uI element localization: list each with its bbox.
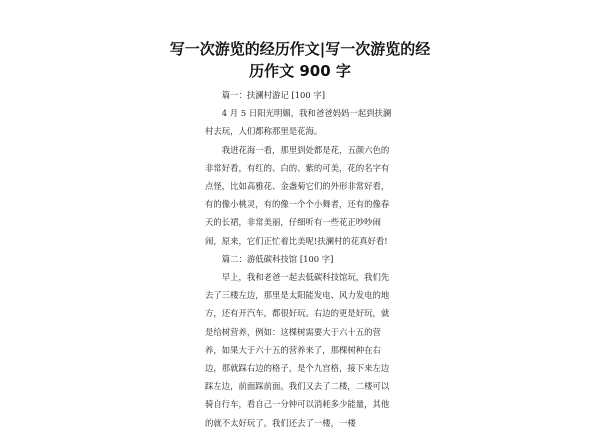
section-heading-2: 篇二：游低碳科技馆 [100 字] [221, 253, 334, 264]
paragraph-1: 4 月 5 日阳光明媚，我和爸爸妈妈一起到扶澜村去玩，人们都称那里是花海。 [205, 108, 392, 137]
section-heading-1: 篇一：扶澜村游记 [100 字] [221, 90, 326, 100]
title-line-2: 历作文 900 字 [249, 62, 351, 80]
paragraph-2: 我进花海一看，那里到处都是花，五颜六色的非常好看，有红的、白的、紫的可美，花的名字有点怪，比如高雅花、金盏菊它们的外形非常好看，有的像小桃灵，有的像一个个小舞者，还有的像春天的长裙，非常美丽，仔细听有一些花正吵吵闹闹，原来，它们正忙着比美呢!扶澜村的花真好看! [205, 144, 390, 246]
title-line-1: 写一次游览的经历作文|写一次游览的经 [169, 40, 431, 58]
document-title [0, 38, 600, 82]
document-body [205, 86, 397, 432]
paragraph-3: 早上，我和老爸一起去低碳科技馆玩，我们先去了三楼左边，那里是太阳能发电、风力发电的地方，还有开汽车，都很好玩。右边的更是好玩，就是给树营养，例如：这棵树需要大于六十五的营养，如果大于六十五的营养来了，那棵树种在右边，那就踩右边的格子，是个九宫格，接下来左边踩左边，前面踩前面。我们又去了二楼，二楼可以骑自行车，看自己一分钟可以消耗多少能量，其他的就不太好玩了。我们还去了一楼，一楼 [205, 272, 390, 428]
